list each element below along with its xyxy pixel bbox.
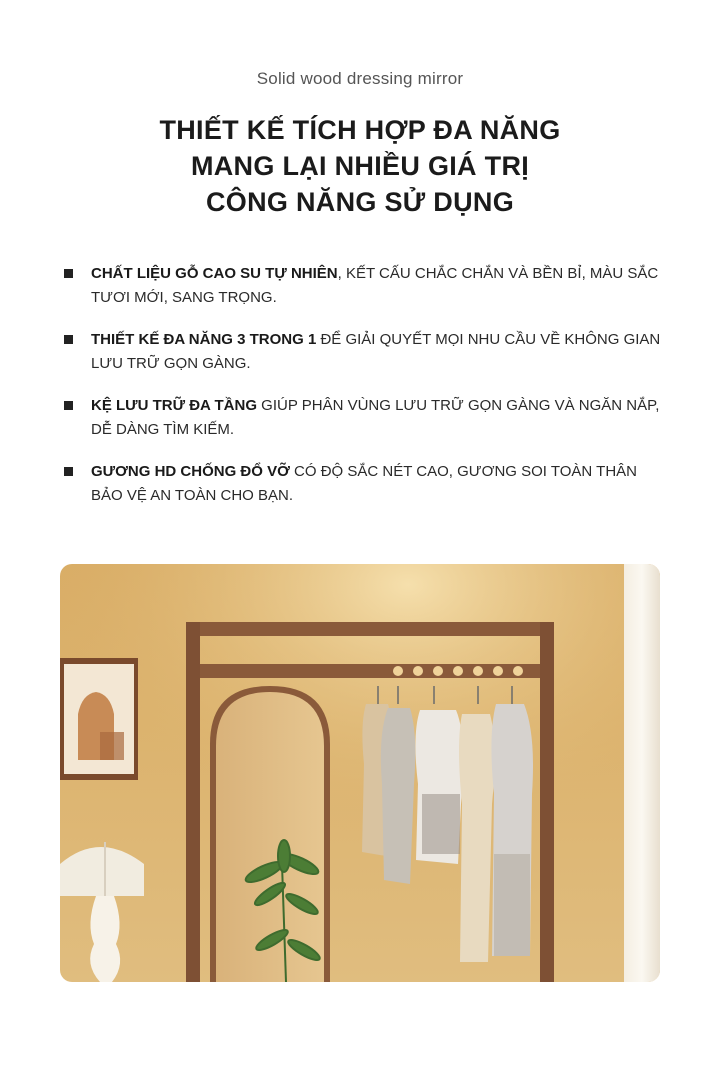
rack-left-post <box>186 622 200 982</box>
feature-item <box>62 328 672 375</box>
headline <box>0 112 720 220</box>
curtain <box>624 564 660 982</box>
feature-item <box>62 394 672 441</box>
feature-bold: KỆ LƯU TRỮ ĐA TẦNG <box>91 397 257 414</box>
garment-gray-coat <box>381 708 415 884</box>
square-bullet-icon <box>64 401 73 410</box>
feature-text: ĐỂ GIẢI QUYẾT MỌI NHU CẦU VỀ KHÔNG GIAN LƯU TRỮ GỌN GÀNG. <box>91 331 661 372</box>
square-bullet-icon <box>64 335 73 344</box>
feature-text: CÓ ĐỘ SẮC NÉT CAO, GƯƠNG SOI TOÀN THÂN BẢO VỆ AN TOÀN CHO BẠN. <box>91 463 637 504</box>
product-illustration <box>60 564 660 982</box>
subtitle: Solid wood dressing mirror <box>256 69 464 88</box>
square-bullet-icon <box>64 467 73 476</box>
feature-bold: THIẾT KẾ ĐA NĂNG 3 TRONG 1 <box>91 331 317 348</box>
product-photo <box>60 564 660 982</box>
garment-pants <box>422 794 460 854</box>
feature-bold: CHẤT LIỆU GỖ CAO SU TỰ NHIÊN <box>91 265 338 282</box>
feature-list <box>62 262 672 526</box>
headline-line-1: THIẾT KẾ TÍCH HỢP ĐA NĂNG <box>159 115 561 145</box>
headline-line-2: MANG LẠI NHIỀU GIÁ TRỊ <box>190 151 530 181</box>
square-bullet-icon <box>64 269 73 278</box>
lamp-base <box>90 896 120 982</box>
rack-top-bar <box>186 622 554 636</box>
feature-item <box>62 460 672 507</box>
feature-text: , KẾT CẤU CHẮC CHẮN VÀ BỀN BỈ, MÀU SẮC TƯƠI MỚI, SANG TRỌNG. <box>91 265 659 306</box>
feature-text: GIÚP PHÂN VÙNG LƯU TRỮ GỌN GÀNG VÀ NGĂN NẮP, DỄ DÀNG TÌM KIẾM. <box>91 397 660 438</box>
rack-hanging-bar <box>200 664 540 678</box>
headline-line-3: CÔNG NĂNG SỬ DỤNG <box>205 187 514 217</box>
feature-bold: GƯƠNG HD CHỐNG ĐỔ VỠ <box>91 463 290 480</box>
rack-right-post <box>540 622 554 982</box>
feature-item <box>62 262 672 309</box>
